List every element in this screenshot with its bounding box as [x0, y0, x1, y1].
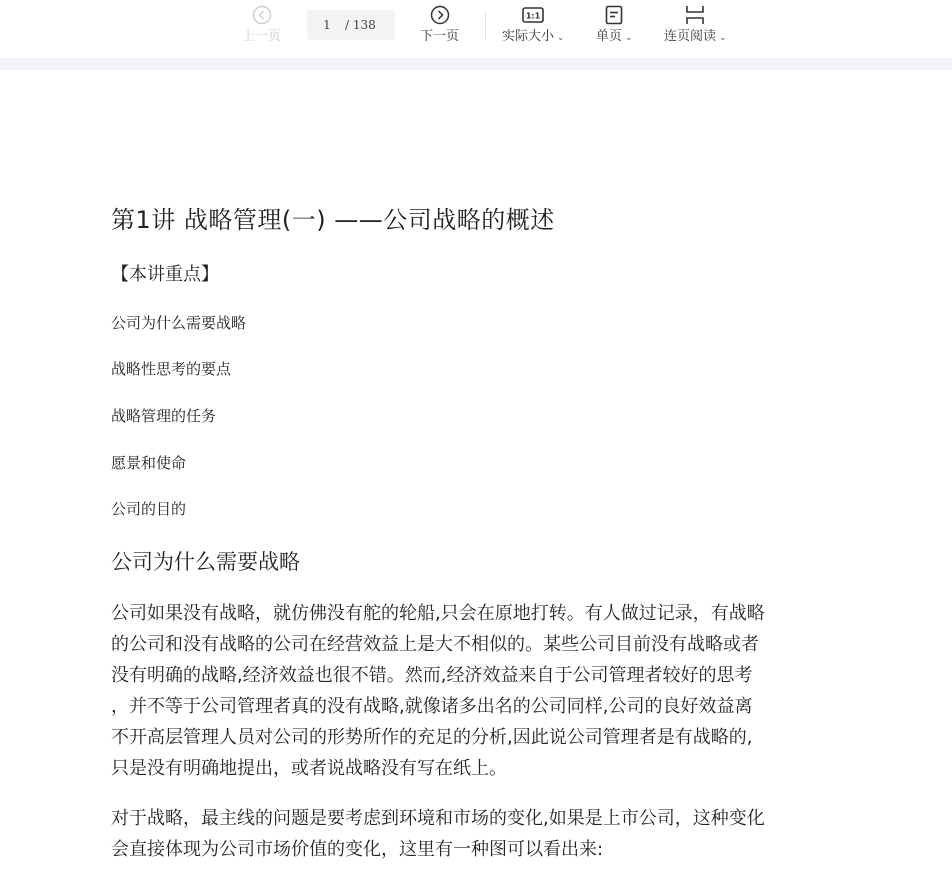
paragraph-line: ，并不等于公司管理者真的没有战略,就像诸多出名的公司同样,公司的良好效益离	[111, 696, 753, 717]
paragraph-line: 不开高层管理人员对公司的形势所作的充足的分析,因此说公司管理者是有战略的,	[111, 727, 753, 748]
toolbar-divider	[485, 12, 486, 40]
single-page-icon	[603, 4, 625, 26]
current-page-input[interactable]	[307, 18, 347, 32]
single-page-label: 单页	[596, 29, 623, 44]
chevron-left-circle-icon	[251, 4, 273, 26]
next-page-button[interactable]	[420, 4, 459, 45]
page-indicator	[307, 10, 395, 40]
keypoint-item: 公司的目的	[111, 500, 187, 518]
section-heading: 公司为什么需要战略	[111, 550, 300, 574]
prev-page-label: 上一页	[242, 29, 282, 44]
chevron-down-icon: ⌄	[625, 33, 633, 43]
paragraph-line: 会直接体现为公司市场价值的变化，这里有一种图可以看出来:	[111, 839, 604, 860]
keypoint-item: 战略管理的任务	[111, 407, 217, 425]
toolbar-separator-band	[0, 58, 952, 70]
paragraph-line: 的公司和没有战略的公司在经营效益上是大不相似的。某些公司目前没有战略或者	[111, 634, 759, 655]
chevron-right-circle-icon	[429, 4, 451, 26]
chevron-down-icon: ⌄	[719, 33, 727, 43]
lecture-title: 第1讲 战略管理(一) ——公司战略的概述	[111, 206, 555, 234]
total-pages: / 138	[345, 18, 376, 32]
single-page-dropdown[interactable]	[596, 4, 633, 45]
continuous-reading-label: 连页阅读	[664, 29, 717, 44]
chevron-down-icon: ⌄	[557, 33, 565, 43]
svg-text:1:1: 1:1	[526, 11, 541, 21]
paragraph-line: 公司如果没有战略，就仿佛没有舵的轮船,只会在原地打转。有人做过记录，有战略	[111, 603, 765, 624]
next-page-label: 下一页	[420, 29, 460, 44]
paragraph-line: 只是没有明确地提出，或者说战略没有写在纸上。	[111, 758, 507, 779]
keypoint-item: 愿景和使命	[111, 454, 187, 472]
prev-page-button[interactable]	[242, 4, 281, 45]
reader-toolbar	[0, 0, 952, 58]
actual-size-label: 实际大小	[502, 29, 555, 44]
paragraph-line: 对于战略，最主线的问题是要考虑到环境和市场的变化,如果是上市公司，这种变化	[111, 808, 765, 829]
keypoint-item: 战略性思考的要点	[111, 360, 232, 378]
actual-size-dropdown[interactable]	[502, 4, 565, 45]
keypoints-heading: 【本讲重点】	[111, 264, 219, 285]
paragraph-2	[111, 803, 846, 865]
paragraph-line: 没有明确的战略,经济效益也很不错。然而,经济效益来自于公司管理者较好的思考	[111, 665, 753, 686]
actual-size-icon	[522, 4, 544, 26]
continuous-reading-dropdown[interactable]	[664, 4, 727, 45]
keypoint-item: 公司为什么需要战略	[111, 314, 247, 332]
paragraph-1	[111, 598, 846, 784]
continuous-pages-icon	[684, 4, 706, 26]
